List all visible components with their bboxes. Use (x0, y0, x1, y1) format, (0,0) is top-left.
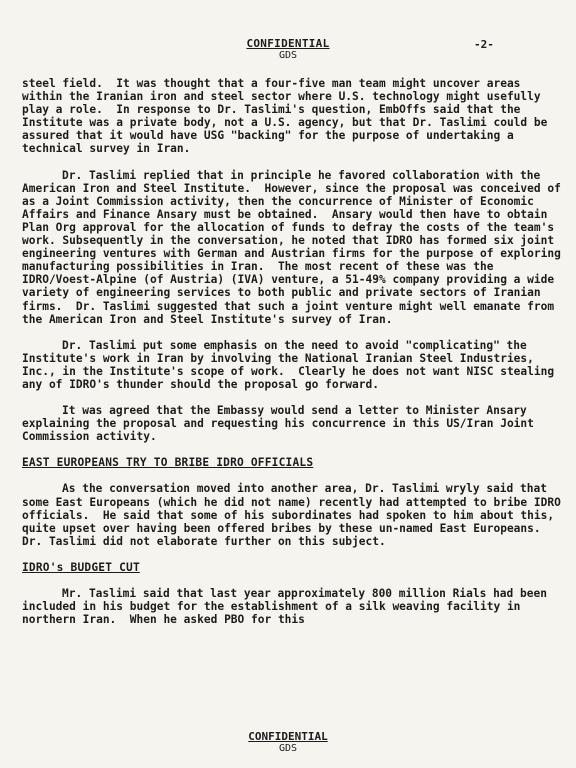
paragraph-continuation: steel field. It was thought that a four-five man team might uncover areas within the Iranian iron and steel sector where U.S. technology might usefully play a role. In response to Dr. Taslimi's question, EmbOffs said that the Institute was a private body, not a U.S. agency, but that Dr. Taslimi could be assured that it would have USG "backing" for the purpose of undertaking a technical survey in Iran. (22, 77, 555, 156)
paragraph-budget: Mr. Taslimi said that last year approximately 800 million Rials had been included in his budget for the establishment of a silk weaving facility in northern Iran. When he asked PBO for this (22, 587, 554, 627)
document-body (22, 77, 568, 639)
paragraph-bribe: As the conversation moved into another area, Dr. Taslimi wryly said that some East Europeans (which he did not name) recently had attempted to bribe IDRO officials. He said that some of his subordinates had spoken to him about this, quite upset over having been offered bribes by these un-named East Europeans. Dr. Taslimi did not elaborate further on this subject. (22, 482, 568, 548)
page-footer (0, 731, 576, 755)
paragraph-taslimi-reply: Dr. Taslimi replied that in principle he favored collaboration with the American Iron and Steel Institute. However, since the proposal was conceived of as a Joint Commission activity, then the concurrence of Minister of Economic Affairs and Finance Ansary must be obtained. Ansary would then have to obtain Plan Org approval for the allocation of funds to defray the costs of the team's work. Subsequently in the conversation, he noted that IDRO has formed six joint engineering ventures with German and Austrian firms for the purpose of exploring manufacturing possibilities in Iran. The most recent of these was the IDRO/Voest-Alpine (of Austria) (IVA) venture, a 51-49% company providing a wide variety of engineering services to both public and private sectors of Iranian firms. Dr. Taslimi suggested that such a joint venture might well emanate from the American Iron and Steel Institute's survey of Iran. (22, 168, 568, 326)
header-caveat: GDS (278, 50, 298, 61)
paragraph-agreement: It was agreed that the Embassy would send a letter to Minister Ansary explaining the proposal and requesting his concurrence in this US/Iran Joint Commission activity. (22, 404, 541, 444)
header-classification: CONFIDENTIAL (246, 37, 330, 50)
footer-classification: CONFIDENTIAL (248, 730, 328, 743)
section-heading-budget: IDRO's BUDGET CUT (22, 560, 140, 574)
section-heading-bribe: EAST EUROPEANS TRY TO BRIBE IDRO OFFICIALS (22, 456, 314, 470)
page-number: -2- (474, 38, 494, 51)
footer-caveat: GDS (278, 743, 298, 754)
paragraph-complicating: Dr. Taslimi put some emphasis on the need to avoid "complicating" the Institute's work in Iran by involving the National Iranian Steel Industries, Inc., in the Institute's scope of work. Clearly he does not want NISC stealing any of IDRO's thunder should the proposal go forward. (22, 338, 561, 391)
